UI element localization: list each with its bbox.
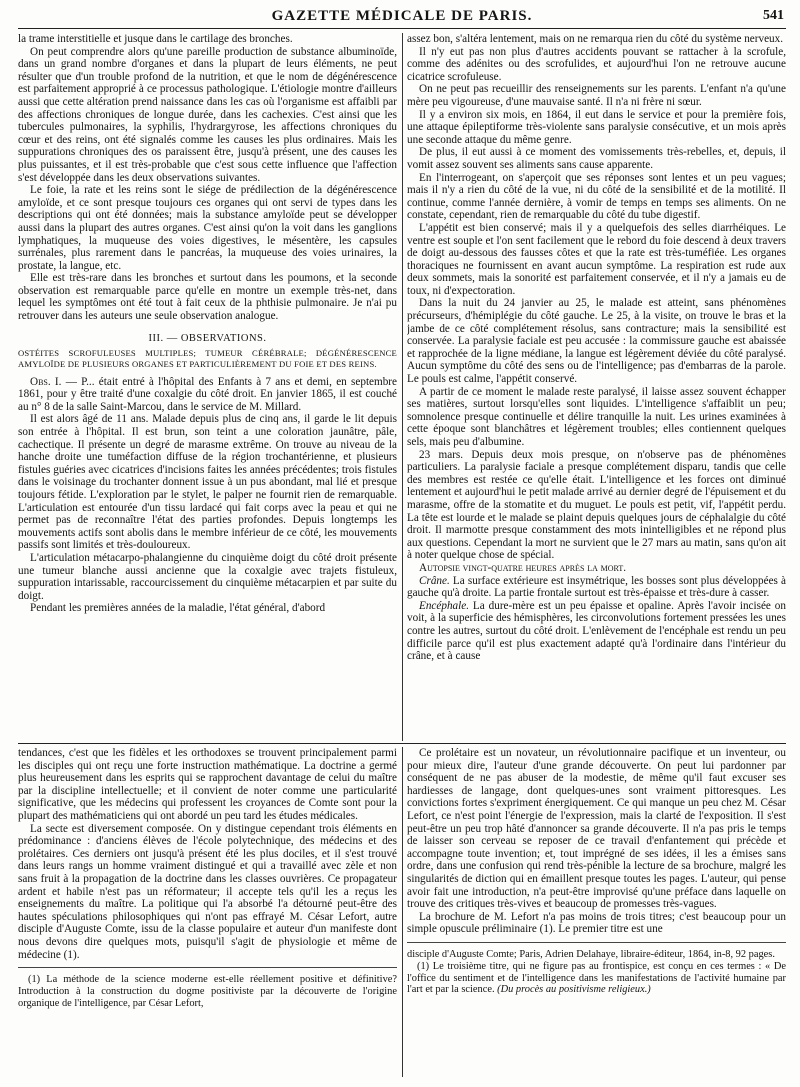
paragraph: Autopsie vingt-quatre heures après la mort. <box>419 561 627 574</box>
journal-title: GAZETTE MÉDICALE DE PARIS. <box>271 8 533 24</box>
section-title: III. — OBSERVATIONS. <box>148 332 267 344</box>
paragraph: Elle est très-rare dans les bronches et surtout dans les poumons, et la seconde observation est remarquable parce qu'elle en montre un exemple très-net, dans lequel les symptômes ont été tout à fait ceux de la phthisie pulmonaire. Je n'ai pu retrouver dans les auteurs une seule observation analogue. <box>18 272 397 323</box>
bottom-right-column <box>407 747 786 1077</box>
paragraph: assez bon, s'altéra lentement, mais on ne remarqua rien du côté du système nerveux. <box>407 33 784 45</box>
page-header <box>18 6 786 29</box>
paragraph: La brochure de M. Lefort n'a pas moins de trois titres; c'est beaucoup pour un simple opuscule préliminaire (1). Le premier titre est une <box>407 910 786 936</box>
horizontal-rule <box>18 743 786 744</box>
paragraph: Pendant les premières années de la maladie, l'état général, d'abord <box>30 602 326 615</box>
paragraph: tendances, c'est que les fidèles et les orthodoxes se trouvent principalement parmi les disciples qui ont reçu une forte instruction mathématique. La doctrine a germé plus heureusement dans les esprits qui se rapprochent davantage de celui du maître par la discipline intellectuelle; et il convient de noter comme une particularité significative, que les médecins qui professent les croyances de Comte sont pour la plupart des mathématiciens qui ont abordé un peu tard les études médicales. <box>18 747 397 822</box>
paragraph: 23 mars. Depuis deux mois presque, on n'observe pas de phénomènes particuliers. La paralysie faciale a presque complétement disparu, tandis que celle des membres est restée ce qu'elle était. L'intelligence et les forces ont diminué lentement et aujourd'hui le petit malade arrivé au dernier degré de l'épuisement et du marasme, offre de la stomatite et du muguet. Le pouls est petit, vif, l'appétit perdu. La tête est lourde et le malade se plaint depuis quelques jours de céphalalgie du côté droit. Il marmotte presque constamment des mots inintelligibles et ne répond plus aux questions. Cependant la mort ne survient que le 27 mars au matin, sans qu'on ait à noter quelque chose de spécial. <box>407 448 786 562</box>
paragraph: Ce prolétaire est un novateur, un révolutionnaire pacifique et un inventeur, ou pour mieux dire, l'auteur d'une grande découverte. On peut lui pardonner par conséquent de ne pas abuser de la modestie, de même qu'il faut excuser ses hardiesses de langage, dont quelques-unes sont vraiment pittoresques. Les convictions fortes s'expriment énergiquement. Ce qui manque un peu chez M. César Lefort, ce n'est point l'énergie de l'expression, mais la clarté de l'exposition. Il s'est peut-être un peu trop hâté d'annoncer sa grande découverte. Il n'a pas pris le temps de laisser son cerveau se reposer de ce travail d'enfantement qui précède et accompagne toute invention; et, tout imprégné de ses idées, il les a émises sans ordre, dans une confusion qui rend très-pénible la lecture de sa brochure, malgré les singularités de diction qui en émaillent presque toutes les pages. L'auteur, qui pense avoir fait une introduction, n'a peut-être improvisé qu'une préface dans laquelle on trouve des critiques très-vives et beaucoup de promesses très-vagues. <box>407 747 786 911</box>
paragraph: On ne peut pas recueillir des renseignements sur les parents. L'enfant n'a qu'une mère peu vigoureuse, d'une mauvaise santé. Il n'a ni frère ni sœur. <box>407 83 786 108</box>
crane-label: Crâne. <box>419 574 450 587</box>
paragraph: Le foie, la rate et les reins sont le siége de prédilection de la dégénérescence amyloïde, et ce sont presque toujours ces organes qui ont servi de types dans les descriptions qui ont été données; mais la substance amyloïde peut se développer aussi dans la plupart des autres organes. C'est ainsi qu'on la voit dans les ganglions lymphatiques, la muqueuse des voies digestives, le mésentère, les capsules surrénales, plus rarement dans le pancréas, la muqueuse des voies urinaires, la prostate, la langue, etc. <box>18 184 397 272</box>
footnote-italic: (Du procès au positivisme religieux.) <box>497 984 651 996</box>
top-columns <box>18 33 786 741</box>
encephale-label: Encéphale. <box>419 599 470 612</box>
top-left-column <box>18 33 397 741</box>
paragraph: A partir de ce moment le malade reste paralysé, il laisse assez souvent échapper ses matières, surtout lorsqu'elles sont liquides. L'intelligence s'affaiblit un peu; somnolence presque continuelle et délire tranquille la nuit. Les urines examinées à cette époque sont blanchâtres et légèrement troubles; elles contiennent quelques sels, mais peu d'albumine. <box>407 385 786 448</box>
footnote-rule <box>18 967 397 968</box>
paragraph: la trame interstitielle et jusque dans le cartilage des bronches. <box>18 33 293 45</box>
paragraph-text: La surface extérieure est insymétrique, les bosses sont plus développées à gauche qu'à droite. La partie frontale surtout est très-épaisse et très-dure à casser. <box>407 574 786 600</box>
section-subtitle: OSTÉITES SCROFULEUSES MULTIPLES; TUMEUR CÉRÉBRALE; DÉGÉNÉRESCENCE AMYLOÏDE DE PLUSIEURS ORGANES ET PARTICULIÈREMENT DU FOIE ET DES REINS. <box>18 347 397 369</box>
page-number: 541 <box>763 8 784 23</box>
paragraph: Il n'y eut pas non plus d'autres accidents pouvant se rattacher à la scrofule, comme des adénites ou des scrofulides, et aujourd'hui l'on ne retrouve aucune cicatrice scrofuleuse. <box>407 45 786 83</box>
footnote: (1) La méthode de la science moderne est-elle réellement positive et définitive? Introduction à la construction du dogme positiviste par la découverte de l'origine organique de l'intelligence, par César Lefort, <box>18 974 397 1009</box>
observation-label: Obs. I. <box>30 375 62 388</box>
paragraph <box>407 575 786 600</box>
footnote-text: (1) Le troisième titre, qui ne figure pas au frontispice, est conçu en ces termes : « De l'office du sentiment et de l'intelligence dans les manifestations de l'activité humaine par l'art et par la science. <box>407 960 786 996</box>
paragraph-text: La dure-mère est un peu épaisse et opaline. Après l'avoir incisée on voit, à la superficie des hémisphères, les circonvolutions fortement pressées les unes contre les autres, surtout du côté droit. L'enlèvement de l'encéphale est rendu un peu difficile parce qu'il est plus exactement adapté qu'à l'ordinaire dans l'intérieur du crâne, et à cause <box>407 599 786 663</box>
paragraph: Il y a environ six mois, en 1864, il eut dans le service et pour la première fois, une attaque épileptiforme très-violente sans paralysie consécutive, et un mois après une seconde attaque du même genre. <box>407 108 786 146</box>
paragraph: Dans la nuit du 24 janvier au 25, le malade est atteint, sans phénomènes précurseurs, d'hémiplégie du côté gauche. Le 25, à la visite, on trouve le bras et la jambe de ce côté complétement résolus, sans contracture; mais la sensibilité est conservée. La paralysie faciale est peu accusée : la commissure gauche est abaissée et rapprochée de la ligne médiane, la langue est légèrement déviée du côté paralysé. Aucun symptôme du côté des sens ou de l'intelligence; pas d'embarras de la parole. Le pouls est calme, l'appétit conservé. <box>407 297 786 386</box>
paragraph-text: — P... était entré à l'hôpital des Enfants à 7 ans et demi, en septembre 1861, pour y être traité d'une coxalgie du côté droit. En janvier 1865, il est couché au n° 8 de la salle Saint-Marcou, dans le service de M. Millard. <box>18 375 397 413</box>
bottom-columns <box>18 747 786 1077</box>
footnote <box>407 961 786 996</box>
paragraph: De plus, il eut aussi à ce moment des vomissements très-rebelles, et, depuis, il vomit assez souvent ses aliments sans cause apparente. <box>407 146 786 171</box>
paragraph: L'appétit est bien conservé; mais il y a quelquefois des selles diarrhéiques. Le ventre est souple et l'on sent facilement que le rebord du foie descend à deux travers de doigt au-dessous des fausses côtes et que la rate est très-tuméfiée. Les organes thoraciques ne fournissent en avant aucun symptôme. La respiration est rude aux deux sommets, mais la sonorité est parfaitement conservée, et il n'y a jamais eu de toux, ni d'expectoration. <box>407 221 786 297</box>
footnote-rule <box>407 942 786 943</box>
footnote-continuation: disciple d'Auguste Comte; Paris, Adrien Delahaye, libraire-éditeur, 1864, in-8, 92 pages. <box>407 948 775 960</box>
paragraph: L'articulation métacarpo-phalangienne du cinquième doigt du côté droit présente une tumeur blanche aussi ancienne que la coxalgie avec trajets fistuleux, suppuration intarissable, raccourcissement du cinquième métacarpien et par suite du doigt. <box>18 551 397 602</box>
paragraph <box>18 376 397 414</box>
paragraph: Il est alors âgé de 11 ans. Malade depuis plus de cinq ans, il garde le lit depuis son entrée à l'hôpital. Il est brun, son teint a une coloration jaunâtre, pâle, cachectique. Il présente un degré de marasme extrême. On trouve au niveau de la hanche droite une tuméfaction diffuse de la région trochantérienne, et plusieurs fistules guéries avec cicatrices d'incisions faites les années précédentes; trois fistules dans le voisinage du trochanter donnent issue à un pus abondant, mal lié et presque toujours fétide. L'exploration par le stylet, le palper ne fournit rien de remarquable. L'articulation est entourée d'un tissu lardacé qui fait corps avec la peau et qui ne permet pas de reconnaître l'état des parties profondes. Depuis longtemps les mouvements actifs sont abolis dans le membre inférieur de ce côté, les mouvements passifs sont limités et très-douloureux. <box>18 413 397 552</box>
paragraph: On peut comprendre alors qu'une pareille production de substance albuminoïde, dans un grand nombre d'organes et dans la plupart de leurs éléments, ne peut résulter que d'un trouble profond de la nutrition, et que le nom de dégénérescence est parfaitement approprié à ce processus pathologique. L'étiologie montre d'ailleurs aussi que cette altération prend naissance dans les cas où l'organisme est affaibli par des affections chroniques de longue durée, dans les cachexies. C'est ainsi que les tubercules pulmonaires, la syphilis, l'hydrargyrose, les affections chroniques du cœur et des reins, ont été signalés comme les causes les plus ordinaires. Mais les suppurations chroniques des os paraissent être, jusqu'à présent, une des causes les plus puissantes, et il est très-probable que c'est sous cette influence que l'affection s'est développée dans les deux observations suivantes. <box>18 45 397 184</box>
top-right-column <box>407 33 786 741</box>
paragraph: La secte est diversement composée. On y distingue cependant trois éléments en prédominance : d'anciens élèves de l'école polytechnique, des médecins et des prolétaires. Ces derniers ont jusqu'à présent été les plus dociles, et il s'est trouvé dans leurs rangs un homme vraiment distingué et qui a travaillé avec zèle et non sans fruit à la propagation de la doctrine dans les classes ouvrières. Ce propagateur ardent et habile n'est pas un réformateur; il accepte tels qu'il les a reçus les enseignements du maître. La politique qui l'a absorbé l'a détourné peut-être des hautes spéculations philosophiques qui n'ont pas effrayé M. César Lefort, autre disciple d'Auguste Comte, issu de la classe populaire et auteur d'un manifeste dont nous devons dire quelques mots, puisqu'il s'agit de physiologie et même de médecine (1). <box>18 822 397 961</box>
paragraph: En l'interrogeant, on s'aperçoit que ses réponses sont lentes et un peu vagues; mais il n'y a rien du côté de la vue, ni du côté de la sensibilité et de la motilité. Il continue, comme l'année dernière, à vomir de temps en temps ses aliments. On ne constate, cependant, rien de remarquable du côté du tube digestif. <box>407 171 786 222</box>
bottom-left-column <box>18 747 397 1077</box>
paragraph <box>407 600 786 663</box>
